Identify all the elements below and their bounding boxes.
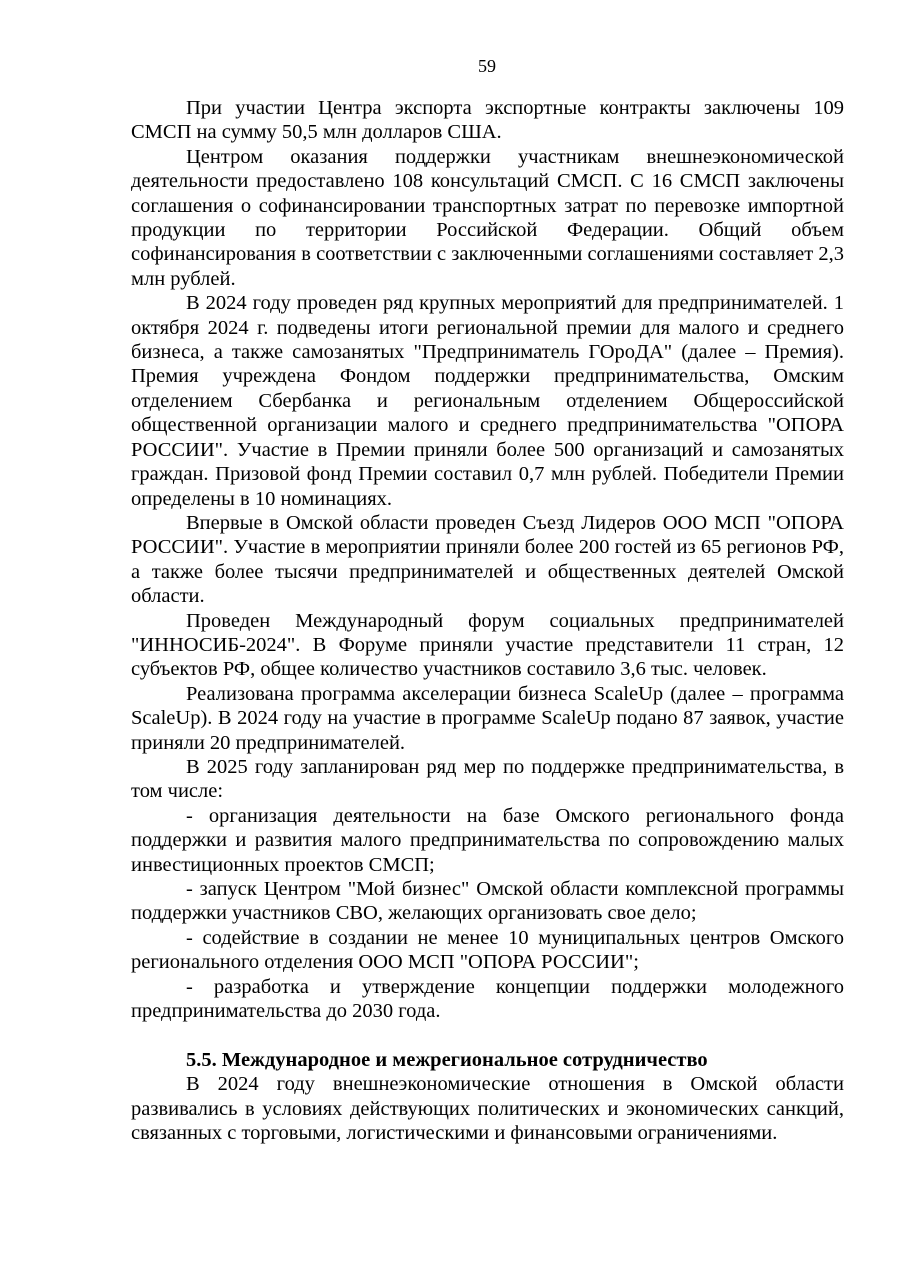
document-body bbox=[131, 96, 844, 1145]
paragraph-foreign-trade-support: Центром оказания поддержки участникам внешнеэкономической деятельности предоставлено 108 консультаций СМСП. С 16 СМСП заключены соглашения о софинансировании транспортных затрат по перевозке импортной продукции по территории Российской Федерации. Общий объем софинансирования в соответствии с заключенными соглашениями составляет 2,3 млн рублей. bbox=[131, 145, 844, 290]
paragraph-2025-plans: В 2025 году запланирован ряд мер по поддержке предпринимательства, в том числе: bbox=[131, 755, 844, 803]
paragraph-export-contracts: При участии Центра экспорта экспортные контракты заключены 109 СМСП на сумму 50,5 млн долларов США. bbox=[131, 97, 844, 144]
paragraph-leaders-congress: Впервые в Омской области проведен Съезд Лидеров ООО МСП "ОПОРА РОССИИ". Участие в мероприятии приняли более 200 гостей из 65 регионов РФ, а также более тысячи предпринимателей и общественных деятелей Омской области. bbox=[131, 511, 844, 608]
section-heading: 5.5. Международное и межрегиональное сотрудничество bbox=[186, 1048, 708, 1071]
paragraph-foreign-relations: В 2024 году внешнеэкономические отношения в Омской области развивались в условиях действующих политических и экономических санкций, связанных с торговыми, логистическими и финансовыми ограничениями. bbox=[131, 1073, 844, 1145]
list-item-municipal-centers: - содействие в создании не менее 10 муниципальных центров Омского регионального отделения ООО МСП "ОПОРА РОССИИ"; bbox=[131, 926, 844, 974]
list-item-regional-fund: - организация деятельности на базе Омского регионального фонда поддержки и развития малого предпринимательства по сопровождению малых инвестиционных проектов СМСП; bbox=[131, 804, 844, 876]
paragraph-scaleup-program: Реализована программа акселерации бизнеса ScaleUp (далее – программа ScaleUp). В 2024 году на участие в программе ScaleUp подано 87 заявок, участие приняли 20 предпринимателей. bbox=[131, 682, 844, 754]
page-number: 59 bbox=[478, 56, 496, 76]
paragraph-innosib-forum: Проведен Международный форум социальных предпринимателей "ИННОСИБ-2024". В Форуме приняли участие представители 11 стран, 12 субъектов РФ, общее количество участников составило 3,6 тыс. человек. bbox=[131, 609, 844, 681]
list-item-youth-concept: - разработка и утверждение концепции поддержки молодежного предпринимательства до 2030 года. bbox=[131, 975, 844, 1023]
paragraph-entrepreneur-award: В 2024 году проведен ряд крупных мероприятий для предпринимателей. 1 октября 2024 г. подведены итоги региональной премии для малого и среднего бизнеса, а также самозанятых "Предприниматель ГОроДА" (далее – Премия). Премия учреждена Фондом поддержки предпринимательства, Омским отделением Сбербанка и региональным отделением Общероссийской общественной организации малого и среднего предпринимательства "ОПОРА РОССИИ". Участие в Премии приняли более 500 организаций и самозанятых граждан. Призовой фонд Премии составил 0,7 млн рублей. Победители Премии определены в 10 номинациях. bbox=[131, 292, 844, 510]
list-item-svo-program: - запуск Центром "Мой бизнес" Омской области комплексной программы поддержки участников СВО, желающих организовать свое дело; bbox=[131, 878, 844, 925]
